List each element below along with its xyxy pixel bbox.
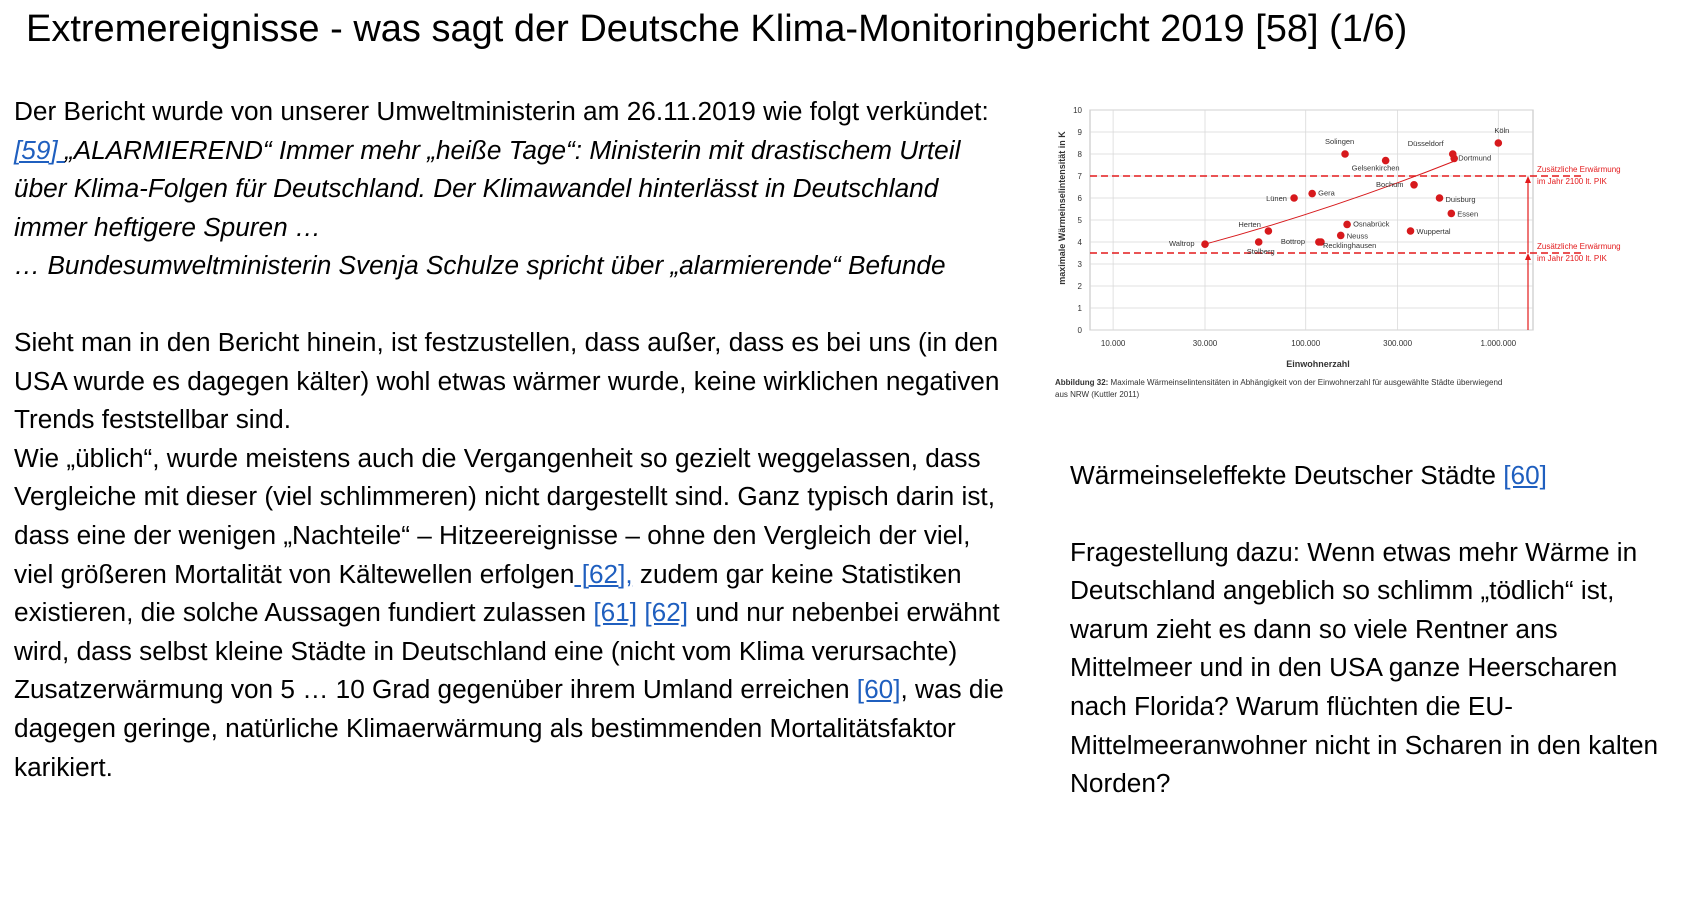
reference-arrow-head	[1525, 176, 1531, 183]
data-point	[1337, 232, 1345, 240]
y-tick-label: 3	[1077, 260, 1082, 269]
chart-caption	[1070, 456, 1670, 495]
y-tick-label: 9	[1077, 128, 1082, 137]
chart-ylabel: maximale Wärmeinselintensität in K	[1057, 131, 1067, 285]
y-tick-label: 0	[1077, 326, 1082, 335]
ref-link-61[interactable]: [61]	[593, 597, 638, 628]
quote-text: „ALARMIEREND“ Immer mehr „heiße Tage“: Ministerin mit drastischem Urteil über Klima-Folgen für Deutschland. Der Klimawandel hinterlässt in Deutschland immer heftigere Spuren …	[14, 134, 961, 242]
analysis-text: Sieht man in den Bericht hinein, ist festzustellen, dass außer, dass es bei uns (in den USA wurde es dagegen kälter) wohl etwas wärmer wurde, keine wirklichen negativen Trends feststellbar sind.	[14, 326, 1000, 435]
x-tick-label: 1.000.000	[1480, 339, 1517, 348]
data-point	[1495, 139, 1503, 147]
page-title: Extremereignisse - was sagt der Deutsche Klima-Monitoringbericht 2019 [58] (1/6)	[26, 8, 1408, 50]
data-point-label: Herten	[1238, 220, 1261, 229]
reference-label: Zusätzliche Erwärmung	[1537, 165, 1621, 174]
ref-link-60a[interactable]: [60]	[856, 674, 901, 705]
y-tick-label: 4	[1077, 238, 1082, 247]
question-paragraph: Fragestellung dazu: Wenn etwas mehr Wärme in Deutschland angeblich so schlimm „tödlich“ ist, warum zieht es dann so viele Rentner ans Mittelmeer und in den USA ganze Heerscharen nach Florida? Warum flüchten die EU-Mittelmeeranwohner nicht in Scharen in den kalten Norden?	[1070, 536, 1659, 799]
caption-bold: Abbildung 32:	[1055, 378, 1109, 387]
chart-caption-line2: aus NRW (Kuttler 2011)	[1055, 390, 1140, 399]
analysis-paragraph	[14, 323, 1014, 439]
reference-arrow-head	[1525, 253, 1531, 260]
caption-rest: Maximale Wärmeinselintensitäten in Abhängigkeit von der Einwohnerzahl für ausgewählte Städte überwiegend	[1108, 378, 1503, 387]
data-point	[1343, 221, 1351, 229]
x-tick-label: 10.000	[1100, 339, 1126, 348]
data-point	[1341, 150, 1349, 158]
quote-paragraph	[14, 131, 1014, 247]
data-point-label: Osnabrück	[1353, 219, 1390, 229]
data-point-label: Gelsenkirchen	[1351, 163, 1400, 173]
data-point-label: Düsseldorf	[1407, 139, 1444, 148]
ref-link-59[interactable]: [59]	[14, 134, 65, 165]
y-tick-label: 6	[1077, 194, 1082, 203]
y-tick-label: 7	[1077, 172, 1082, 181]
reference-label: im Jahr 2100 lt. PIK	[1537, 254, 1607, 263]
intro-paragraph	[14, 92, 1014, 131]
critique-text-b: zudem gar keine Statistiken existieren, die solche Aussagen fundiert zulassen	[14, 558, 962, 628]
critique-text-d: , was die dagegen geringe, natürliche Klimaerwärmung als bestimmenden Mortalitätsfaktor karikiert.	[14, 674, 1004, 782]
intro-text: Der Bericht wurde von unserer Umweltministerin am 26.11.2019 wie folgt verkündet:	[14, 96, 989, 126]
data-point-label: Köln	[1494, 126, 1510, 135]
reference-label: Zusätzliche Erwärmung	[1537, 242, 1621, 251]
data-point	[1201, 240, 1209, 248]
data-point	[1407, 227, 1415, 235]
chart-svg	[1045, 100, 1695, 430]
chart-xlabel: Einwohnerzahl	[1286, 359, 1350, 369]
data-point	[1450, 155, 1458, 163]
x-tick-label: 100.000	[1291, 339, 1321, 348]
y-tick-label: 10	[1073, 106, 1082, 115]
data-point-label: Duisburg	[1445, 195, 1476, 204]
data-point	[1255, 238, 1263, 246]
data-point	[1290, 194, 1298, 202]
data-point-label: Neuss	[1346, 231, 1369, 241]
data-point-label: Bottrop	[1280, 237, 1306, 246]
side-panel	[1070, 456, 1670, 803]
data-point-label: Stolberg	[1246, 247, 1275, 256]
data-point-label: Waltrop	[1169, 239, 1195, 249]
critique-text-c: und nur nebenbei erwähnt wird, dass selbst kleine Städte in Deutschland eine (nicht vom Klima verursachte) Zusatzerwärmung von 5 … 10 Grad gegenüber ihrem Umland erreichen	[14, 597, 1000, 705]
ref-link-60b[interactable]: [60]	[1503, 460, 1547, 490]
data-point	[1308, 190, 1316, 198]
critique-paragraph	[14, 439, 1014, 786]
data-point-label: Solingen	[1325, 137, 1355, 146]
chart-grid	[1090, 110, 1533, 330]
data-point-label: Lünen	[1266, 194, 1287, 203]
data-point-label: Essen	[1457, 209, 1479, 219]
main-text	[14, 92, 1014, 786]
y-tick-label: 1	[1077, 304, 1082, 313]
y-tick-label: 8	[1077, 150, 1082, 159]
ref-link-62b[interactable]: [62]	[644, 597, 689, 628]
data-point	[1448, 210, 1456, 218]
ref-link-62a[interactable]: [62],	[574, 558, 633, 589]
spacer-2	[1070, 495, 1670, 533]
quote-paragraph-2	[14, 246, 1014, 285]
data-point	[1265, 227, 1273, 235]
critique-text-a: Wie „üblich“, wurde meistens auch die Vergangenheit so gezielt weggelassen, dass Vergleiche mit dieser (viel schlimmeren) nicht dargestellt sind. Ganz typisch darin ist, dass eine der wenigen „Nachteile“ – Hitzeereignisse – ohne den Vergleich der viel, viel größeren Mortalität von Kältewellen erfolgen	[14, 442, 995, 589]
x-tick-label: 30.000	[1192, 339, 1218, 348]
spacer	[14, 285, 1014, 323]
data-point-label: Wuppertal	[1416, 227, 1451, 236]
chart-caption-line1	[1055, 378, 1502, 387]
data-point-label: Recklinghausen	[1322, 241, 1377, 250]
heat-island-chart	[1045, 100, 1695, 430]
data-point	[1410, 181, 1418, 189]
x-tick-label: 300.000	[1383, 339, 1413, 348]
reference-label: im Jahr 2100 lt. PIK	[1537, 177, 1607, 186]
data-point-label: Gera	[1318, 188, 1335, 198]
data-point-label: Bochum	[1376, 179, 1404, 189]
data-point	[1436, 194, 1444, 202]
quote-text-2: … Bundesumweltministerin Svenja Schulze spricht über „alarmierende“ Befunde	[14, 250, 946, 281]
chart-points	[1169, 126, 1509, 256]
chart-caption-text: Wärmeinseleffekte Deutscher Städte	[1070, 460, 1504, 490]
data-point-label: Dortmund	[1458, 153, 1492, 163]
y-tick-label: 5	[1077, 216, 1082, 225]
y-tick-label: 2	[1077, 282, 1082, 291]
